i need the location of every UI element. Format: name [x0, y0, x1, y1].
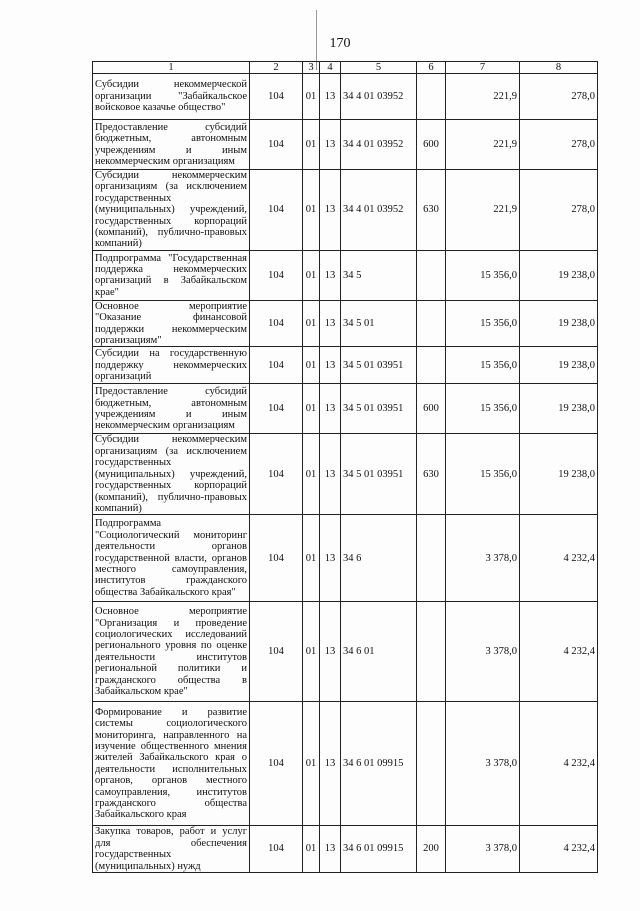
table-row [93, 702, 598, 826]
header-col-3: 3 [303, 62, 320, 74]
row-code-2: 104 [250, 120, 303, 170]
row-code-6: 630 [417, 434, 446, 515]
row-value-8: 4 232,4 [520, 602, 598, 702]
row-value-7: 15 356,0 [446, 347, 520, 384]
row-code-2: 104 [250, 602, 303, 702]
row-name: Субсидии некоммерческим организациям (за исключением государственных (муниципальных) учреждений, государственных корпораций (компаний), публично-правовых компаний) [93, 170, 250, 251]
table-row [93, 515, 598, 602]
table-row [93, 602, 598, 702]
table-row [93, 250, 598, 300]
header-col-6: 6 [417, 62, 446, 74]
row-code-2: 104 [250, 300, 303, 347]
row-code-6: 630 [417, 170, 446, 251]
row-code-2: 104 [250, 250, 303, 300]
header-col-7: 7 [446, 62, 520, 74]
row-code-2: 104 [250, 347, 303, 384]
header-row [93, 62, 598, 74]
row-code-5: 34 6 01 09915 [341, 826, 417, 873]
row-code-6 [417, 300, 446, 347]
row-code-4: 13 [320, 602, 341, 702]
row-code-2: 104 [250, 170, 303, 251]
row-name: Основное мероприятие "Организация и проведение социологических исследований регионального уровня по оценке деятельности институтов региональной политики и гражданского общества в Забайкальском крае" [93, 602, 250, 702]
budget-table [92, 61, 598, 873]
row-code-3: 01 [303, 120, 320, 170]
row-code-4: 13 [320, 702, 341, 826]
row-code-6 [417, 347, 446, 384]
row-code-3: 01 [303, 826, 320, 873]
row-code-3: 01 [303, 170, 320, 251]
row-value-7: 221,9 [446, 170, 520, 251]
row-value-7: 221,9 [446, 120, 520, 170]
row-code-4: 13 [320, 826, 341, 873]
row-code-5: 34 4 01 03952 [341, 74, 417, 120]
row-value-8: 4 232,4 [520, 515, 598, 602]
row-code-3: 01 [303, 602, 320, 702]
header-col-1: 1 [93, 62, 250, 74]
table-row [93, 347, 598, 384]
row-code-5: 34 6 [341, 515, 417, 602]
table-row [93, 170, 598, 251]
row-value-8: 278,0 [520, 120, 598, 170]
row-code-5: 34 5 01 03951 [341, 384, 417, 434]
header-col-2: 2 [250, 62, 303, 74]
page-number: 170 [329, 36, 351, 51]
row-code-5: 34 5 01 [341, 300, 417, 347]
row-code-5: 34 6 01 09915 [341, 702, 417, 826]
row-value-8: 19 238,0 [520, 434, 598, 515]
header-col-8: 8 [520, 62, 598, 74]
row-code-6: 600 [417, 384, 446, 434]
row-code-6: 200 [417, 826, 446, 873]
row-name: Предоставление субсидий бюджетным, автономным учреждениям и иным некоммерческим организациям [93, 120, 250, 170]
row-name: Закупка товаров, работ и услуг для обеспечения государственных (муниципальных) нужд [93, 826, 250, 873]
row-name: Предоставление субсидий бюджетным, автономным учреждениям и иным некоммерческим организациям [93, 384, 250, 434]
row-value-8: 4 232,4 [520, 826, 598, 873]
table-row [93, 384, 598, 434]
row-code-2: 104 [250, 384, 303, 434]
row-code-4: 13 [320, 347, 341, 384]
row-name: Подпрограмма "Социологический мониторинг деятельности органов государственной власти, органов местного самоуправления, институтов гражданского общества Забайкальского края" [93, 515, 250, 602]
row-code-3: 01 [303, 434, 320, 515]
row-name: Субсидии на государственную поддержку некоммерческих организаций [93, 347, 250, 384]
row-name: Субсидии некоммерческим организациям (за исключением государственных (муниципальных) учреждений, государственных корпораций (компаний), публично-правовых компаний) [93, 434, 250, 515]
row-value-8: 278,0 [520, 170, 598, 251]
row-code-2: 104 [250, 434, 303, 515]
row-code-6 [417, 74, 446, 120]
row-value-7: 3 378,0 [446, 826, 520, 873]
row-code-4: 13 [320, 250, 341, 300]
row-code-4: 13 [320, 74, 341, 120]
table-body [93, 74, 598, 873]
row-code-5: 34 5 01 03951 [341, 347, 417, 384]
row-value-7: 221,9 [446, 74, 520, 120]
row-code-6 [417, 702, 446, 826]
row-code-4: 13 [320, 170, 341, 251]
row-value-8: 19 238,0 [520, 250, 598, 300]
row-code-6 [417, 515, 446, 602]
row-value-8: 19 238,0 [520, 300, 598, 347]
table-row [93, 300, 598, 347]
row-name: Формирование и развитие системы социологического мониторинга, направленного на изучение общественного мнения жителей Забайкальского края о деятельности исполнительных органов, органов местного самоуправления, институтов гражданского общества Забайкальского края [93, 702, 250, 826]
row-code-6 [417, 602, 446, 702]
row-code-3: 01 [303, 300, 320, 347]
row-value-7: 3 378,0 [446, 602, 520, 702]
row-code-3: 01 [303, 74, 320, 120]
row-name: Основное мероприятие "Оказание финансовой поддержки некоммерческим организациям" [93, 300, 250, 347]
row-name: Подпрограмма "Государственная поддержка некоммерческих организаций в Забайкальском крае" [93, 250, 250, 300]
row-value-7: 15 356,0 [446, 434, 520, 515]
row-code-6 [417, 250, 446, 300]
row-code-5: 34 4 01 03952 [341, 120, 417, 170]
row-code-4: 13 [320, 515, 341, 602]
row-value-7: 15 356,0 [446, 250, 520, 300]
row-code-3: 01 [303, 515, 320, 602]
row-code-2: 104 [250, 826, 303, 873]
row-code-4: 13 [320, 300, 341, 347]
row-code-2: 104 [250, 74, 303, 120]
table-row [93, 74, 598, 120]
row-value-7: 3 378,0 [446, 702, 520, 826]
row-code-3: 01 [303, 702, 320, 826]
table-row [93, 434, 598, 515]
row-value-7: 15 356,0 [446, 384, 520, 434]
row-code-3: 01 [303, 250, 320, 300]
table-row [93, 826, 598, 873]
header-col-5: 5 [341, 62, 417, 74]
row-value-7: 15 356,0 [446, 300, 520, 347]
row-code-5: 34 5 [341, 250, 417, 300]
row-code-2: 104 [250, 702, 303, 826]
table-header [93, 62, 598, 74]
row-code-5: 34 5 01 03951 [341, 434, 417, 515]
row-name: Субсидии некоммерческой организации "Забайкальское войсковое казачье общество" [93, 74, 250, 120]
row-code-5: 34 4 01 03952 [341, 170, 417, 251]
row-code-5: 34 6 01 [341, 602, 417, 702]
row-code-4: 13 [320, 434, 341, 515]
row-value-8: 19 238,0 [520, 347, 598, 384]
row-value-8: 4 232,4 [520, 702, 598, 826]
row-code-6: 600 [417, 120, 446, 170]
row-code-3: 01 [303, 384, 320, 434]
row-code-3: 01 [303, 347, 320, 384]
row-code-4: 13 [320, 384, 341, 434]
row-value-7: 3 378,0 [446, 515, 520, 602]
row-code-4: 13 [320, 120, 341, 170]
row-value-8: 278,0 [520, 74, 598, 120]
header-col-4: 4 [320, 62, 341, 74]
row-code-2: 104 [250, 515, 303, 602]
table-row [93, 120, 598, 170]
row-value-8: 19 238,0 [520, 384, 598, 434]
